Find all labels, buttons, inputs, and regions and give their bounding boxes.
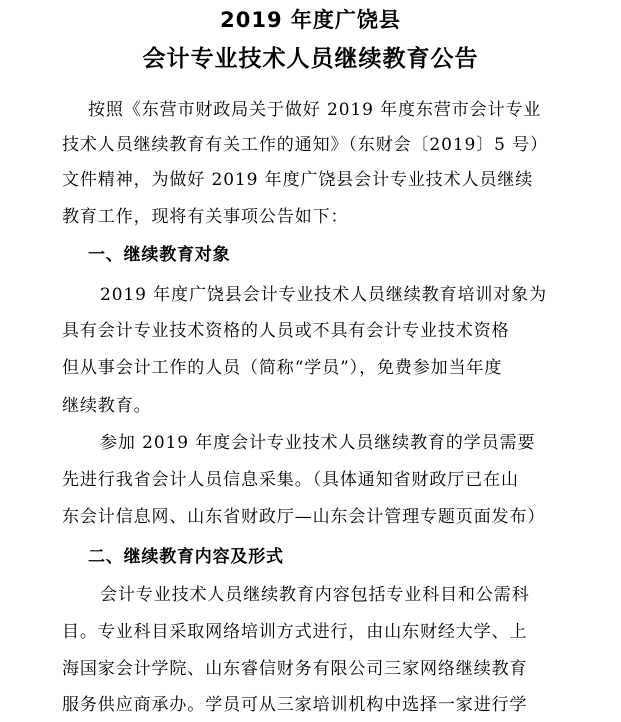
section2-para1-line-4: 服务供应商承办。学员可从三家培训机构中选择一家进行学 xyxy=(62,695,528,715)
section-heading-content-form: 二、继续教育内容及形式 xyxy=(88,547,284,567)
section2-para1-line-3: 海国家会计学院、山东睿信财务有限公司三家网络继续教育 xyxy=(62,659,528,679)
intro-line-3: 文件精神，为做好 2019 年度广饶县会计专业技术人员继续 xyxy=(62,170,534,190)
section1-para1-line-3: 但从事会计工作的人员（简称“学员”），免费参加当年度 xyxy=(62,358,503,378)
section1-para2-line-1: 参加 2019 年度会计专业技术人员继续教育的学员需要 xyxy=(100,433,536,453)
document-title-year: 2019 年度广饶县 xyxy=(220,8,401,32)
section2-para1-line-1: 会计专业技术人员继续教育内容包括专业科目和公需科 xyxy=(100,585,530,605)
section-heading-objects: 一、继续教育对象 xyxy=(88,245,231,265)
document-title-main: 会计专业技术人员继续教育公告 xyxy=(142,46,479,72)
intro-line-2: 技术人员继续教育有关工作的通知》（东财会〔2019〕5 号） xyxy=(62,135,548,155)
section1-para2-line-3: 东会计信息网、山东省财政厅—山东会计管理专题页面发布） xyxy=(62,507,546,527)
section1-para1-line-4: 继续教育。 xyxy=(62,396,152,416)
section1-para2-line-2: 先进行我省会计人员信息采集。（具体通知省财政厅已在山 xyxy=(62,470,519,490)
intro-line-1: 按照《东营市财政局关于做好 2019 年度东营市会计专业 xyxy=(88,100,542,120)
section1-para1-line-2: 具有会计专业技术资格的人员或不具有会计专业技术资格 xyxy=(62,321,510,341)
section2-para1-line-2: 目。专业科目采取网络培训方式进行，由山东财经大学、上 xyxy=(62,622,528,642)
section1-para1-line-1: 2019 年度广饶县会计专业技术人员继续教育培训对象为 xyxy=(100,285,547,305)
intro-line-4: 教育工作，现将有关事项公告如下： xyxy=(62,207,349,227)
